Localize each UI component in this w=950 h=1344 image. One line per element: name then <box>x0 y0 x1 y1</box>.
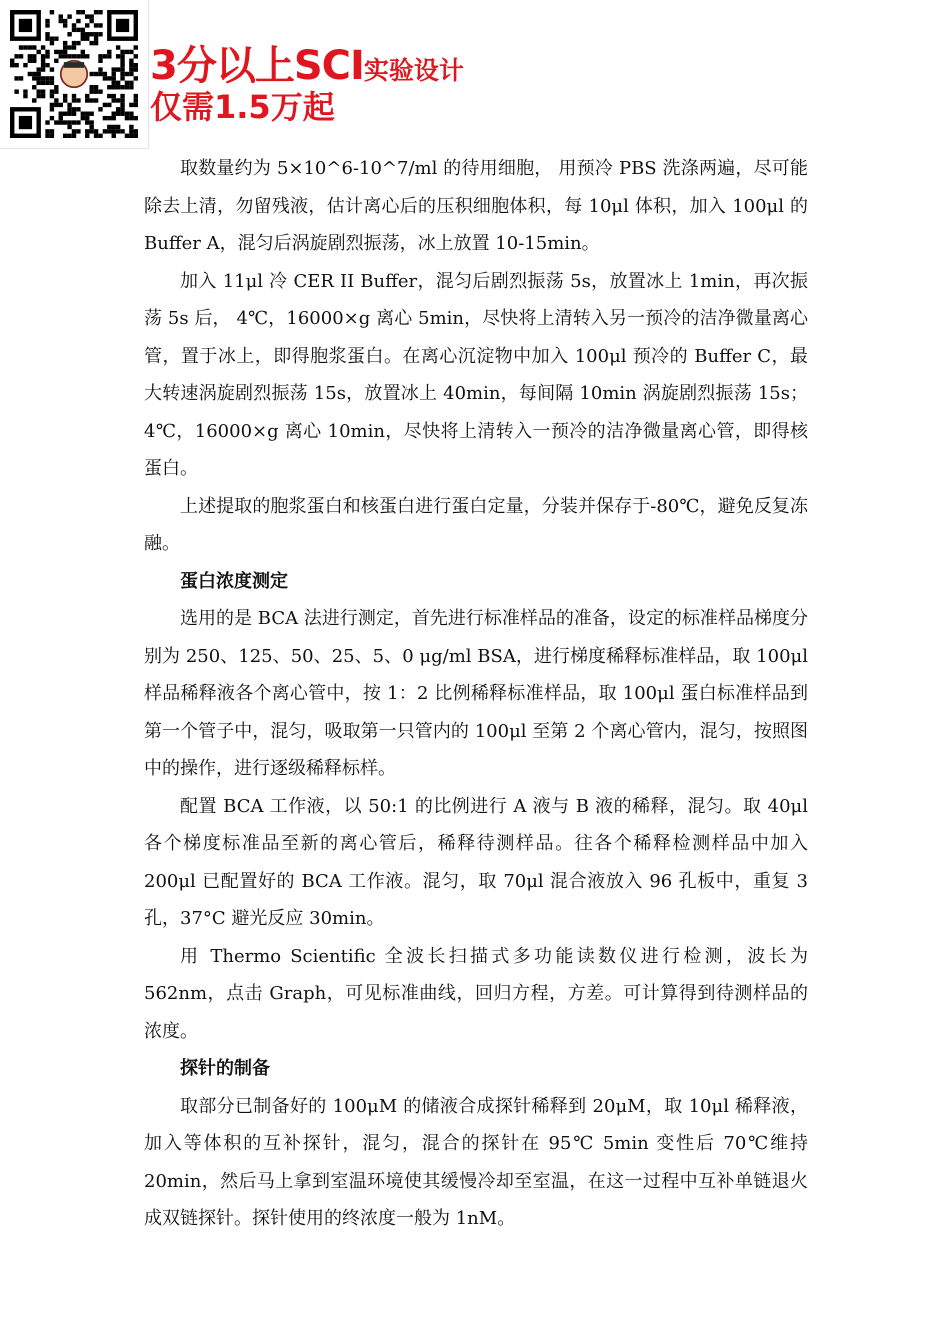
heading-protein-assay: 蛋白浓度测定 <box>180 570 288 592</box>
ad-headline-main: 3分以上SCI <box>150 43 364 89</box>
paragraph-storage: 上述提取的胞浆蛋白和核蛋白进行蛋白定量，分装并保存于-80℃，避免反复冻融。 <box>144 495 808 554</box>
paragraph-probe: 取部分已制备好的 100μM 的储液合成探针稀释到 20μM，取 10μl 稀释液，加入等体积的互补探针，混匀，混合的探针在 95℃ 5min 变性后 70℃维持 20min，然后马上拿到室温环境使其缓慢冷却至室温，在这一过程中互补单链退火成双链探针。探针使用的终浓度一般为 1nM。 <box>144 1095 808 1229</box>
paragraph-bca-standards: 选用的是 BCA 法进行测定，首先进行标准样品的准备，设定的标准样品梯度分别为 250、125、50、25、5、0 μg/ml BSA，进行梯度稀释标准样品，取 100μl 样品稀释液各个离心管中，按 1：2 比例稀释标准样品，取 100μl 蛋白标准样品到第一个管子中，混匀，吸取第一只管内的 100μl 至第 2 个离心管内，混匀，按照图中的操作，进行逐级稀释标样。 <box>144 608 808 779</box>
paragraph-extraction-1: 取数量约为 5×10^6-10^7/ml 的待用细胞， 用预冷 PBS 洗涤两遍，尽可能除去上清，勿留残液，估计离心后的压积细胞体积，每 10μl 体积，加入 100μl 的 Buffer A，混匀后涡旋剧烈振荡，冰上放置 10-15min。 <box>144 158 808 254</box>
ad-headline-sub: 实验设计 <box>363 56 464 85</box>
paragraph-bca-working: 配置 BCA 工作液，以 50:1 的比例进行 A 液与 B 液的稀释，混匀。取 40μl 各个梯度标准品至新的离心管后，稀释待测样品。往各个稀释检测样品中加入 200μl 已配置好的 BCA 工作液。混匀，取 70μl 混合液放入 96 孔板中，重复 3 孔，37°C 避光反应 30min。 <box>144 795 808 929</box>
document-body <box>144 150 808 1238</box>
ad-price[interactable]: 仅需1.5万起 <box>150 88 335 126</box>
paragraph-reading: 用 Thermo Scientific 全波长扫描式多功能读数仪进行检测，波长为 562nm，点击 Graph，可见标准曲线，回归方程，方差。可计算得到待测样品的浓度。 <box>144 945 808 1042</box>
qr-code-icon[interactable] <box>10 10 138 138</box>
qr-banner <box>0 0 149 149</box>
paragraph-extraction-2: 加入 11μl 冷 CER II Buffer，混匀后剧烈振荡 5s，放置冰上 1min，再次振荡 5s 后， 4℃，16000×g 离心 5min，尽快将上清转入另一预冷的洁净微量离心管，置于冰上，即得胞浆蛋白。在离心沉淀物中加入 100μl 预冷的 Buffer C，最大转速涡旋剧烈振荡 15s，放置冰上 40min，每间隔 10min 涡旋剧烈振荡 15s；4℃，16000×g 离心 10min，尽快将上清转入一预冷的洁净微量离心管，即得核蛋白。 <box>144 270 808 479</box>
heading-probe-prep: 探针的制备 <box>180 1058 270 1079</box>
